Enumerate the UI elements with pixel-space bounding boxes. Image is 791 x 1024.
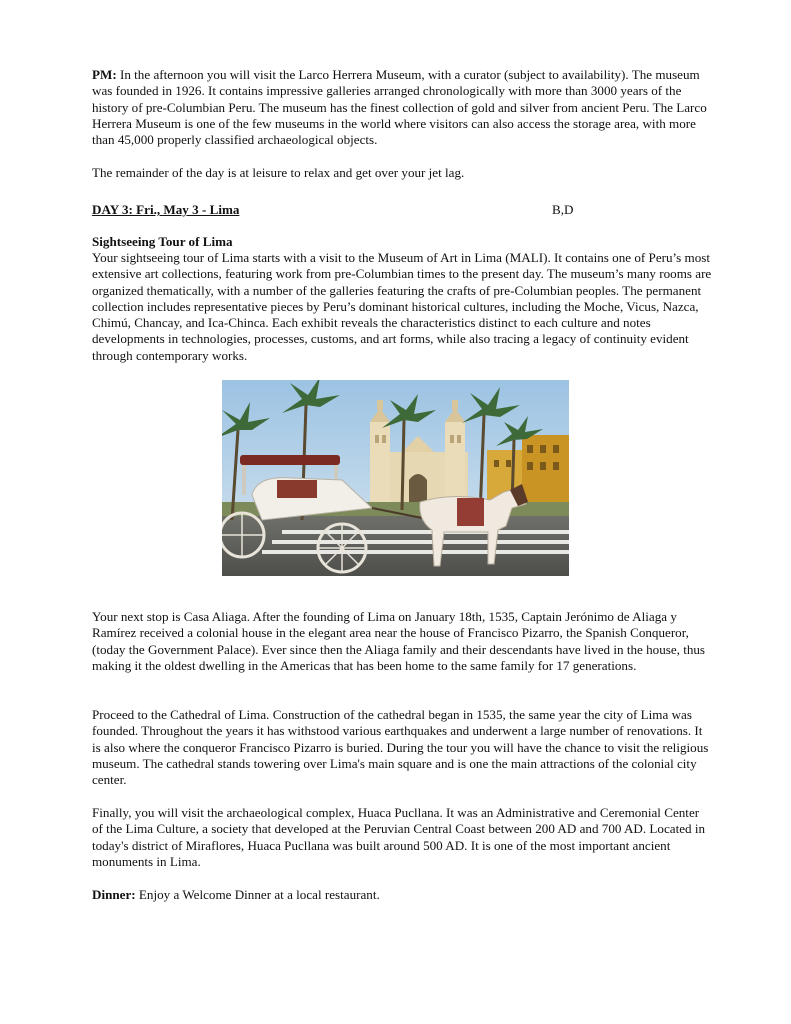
sightseeing-heading: Sightseeing Tour of Lima	[92, 234, 233, 249]
horse-carriage-cathedral-image	[222, 380, 569, 576]
sightseeing-paragraph: Your sightseeing tour of Lima starts with a visit to the Museum of Art in Lima (MALI). It contains one of Peru’s most extensive art collections, featuring work from pre-Columbian times to the present day. The museum’s many rooms are organized thematically, with a number of the galleries featuring the crafts of pre-Columbian peoples. The permanent collection includes representative pieces by Peru’s dominant historical cultures, including the Moche, Vicus, Nazca, Chimú, Chancay, and Ica-Chinca. Each exhibit reveals the characteristics distinct to each culture and notes developments in technologies, processes, customs, and art forms, while also tracing a legacy of continuity evident through contemporary works.	[92, 250, 712, 363]
pm-label: PM:	[92, 67, 117, 82]
huaca-pucllana-paragraph: Finally, you will visit the archaeological complex, Huaca Pucllana. It was an Administrative and Ceremonial Center of the Lima Culture, a society that developed at the Peruvian Central Coast between 200 AD and 700 AD. Located in today's district of Miraflores, Huaca Pucllana was built around 500 AD. It is one of the most important ancient monuments in Lima.	[92, 805, 706, 869]
day-title: DAY 3: Fri., May 3 - Lima	[92, 202, 240, 217]
dinner-paragraph	[92, 887, 712, 903]
day-header	[92, 202, 712, 219]
dinner-text: Enjoy a Welcome Dinner at a local restaurant.	[135, 887, 380, 902]
dinner-label: Dinner:	[92, 887, 136, 902]
casa-aliaga-paragraph: Your next stop is Casa Aliaga. After the founding of Lima on January 18th, 1535, Captain Jerónimo de Aliaga y Ramírez received a colonial house in the elegant area near the house of Francisco Pizarro, the Spanish Conqueror, (today the Government Palace). Ever since then the Aliaga family and their descendants have lived in the house, thus making it the oldest dwelling in the Americas that has been home to the same family for 17 generations.	[92, 609, 706, 673]
lima-plaza-photo	[222, 380, 569, 576]
meals-included: B,D	[552, 202, 574, 217]
cathedral-paragraph: Proceed to the Cathedral of Lima. Construction of the cathedral began in 1535, the same year the city of Lima was founded. Throughout the years it has withstood various earthquakes and underwent a large number of renovations. It is also where the conqueror Francisco Pizarro is buried. During the tour you will have the chance to visit the religious museum. The cathedral stands towering over Lima's main square and is one the main attractions of the colonial city center.	[92, 707, 709, 788]
pm-paragraph	[92, 67, 712, 148]
pm-text: In the afternoon you will visit the Larco Herrera Museum, with a curator (subject to availability). The museum was founded in 1926. It contains impressive galleries arranged chronologically with more than 3000 years of the history of pre-Columbian Peru. The museum has the finest collection of gold and silver from ancient Peru. The Larco Herrera Museum is one of the few museums in the world where visitors can also access the storage area, with more than 45,000 properly classified archaeological objects.	[92, 67, 707, 148]
leisure-paragraph: The remainder of the day is at leisure to relax and get over your jet lag.	[92, 165, 465, 180]
